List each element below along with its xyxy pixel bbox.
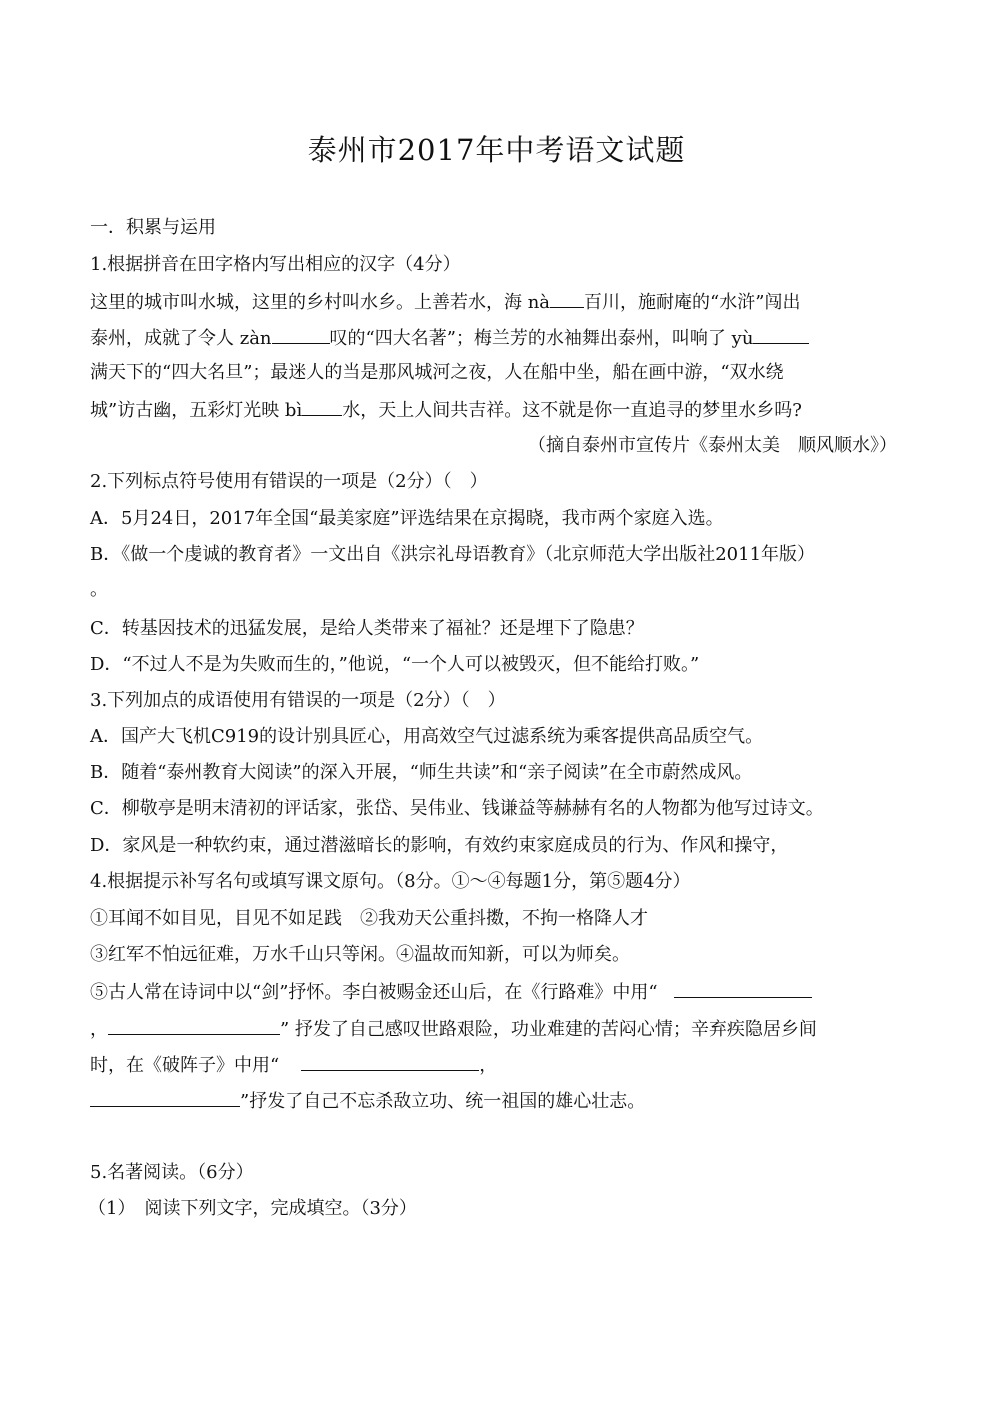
section-heading: 一．积累与运用: [90, 217, 216, 238]
question-5-sub-1: （1） 阅读下列文字，完成填空。（3分）: [88, 1198, 417, 1219]
fill-blank[interactable]: [674, 979, 812, 998]
question-1-line-2: 泰州，成就了令人 zàn 叹的“四大名著”；梅兰芳的水袖舞出泰州，叫响了 yù: [90, 325, 809, 351]
question-4-line-6: ”抒发了自己不忘杀敌立功、统一祖国的雄心壮志。: [90, 1088, 645, 1114]
question-2-option-c: C．转基因技术的迅猛发展，是给人类带来了福祉？还是埋下了隐患？: [90, 618, 644, 639]
fill-blank[interactable]: [108, 1016, 280, 1035]
question-2-option-b: B．《做一个虔诚的教育者》一文出自《洪宗礼母语教育》（北京师范大学出版社2011年版）: [90, 544, 816, 565]
question-1-line-4: 城”访古幽，五彩灯光映 bì 水，天上人间共吉祥。这不就是你一直追寻的梦里水乡吗?: [90, 397, 802, 423]
question-3-stem: 3.下列加点的成语使用有错误的一项是（2分）（ ）: [90, 690, 506, 711]
question-5-stem: 5.名著阅读。（6分）: [90, 1162, 254, 1183]
fill-blank[interactable]: [302, 397, 342, 416]
fill-blank[interactable]: [550, 289, 584, 308]
question-4-line-3: ⑤古人常在诗词中以“剑”抒怀。李白被赐金还山后，在《行路难》中用“: [90, 979, 812, 1005]
question-4-line-4: ， ” 抒发了自己感叹世路艰险，功业难建的苦闷心情；辛弃疾隐居乡间: [90, 1016, 817, 1042]
question-3-option-a: A．国产大飞机C919的设计别具匠心，用高效空气过滤系统为乘客提供高品质空气。: [90, 726, 764, 747]
page-title: 泰州市2017年中考语文试题: [307, 133, 686, 167]
question-1-source: （摘自泰州市宣传片《泰州太美 顺风顺水》）: [528, 435, 897, 456]
question-4-stem: 4.根据提示补写名句或填写课文原句。（8分。①～④每题1分，第⑤题4分）: [90, 871, 691, 892]
question-3-option-d: D．家风是一种软约束，通过潜滋暗长的影响，有效约束家庭成员的行为、作风和操守，: [90, 835, 789, 856]
question-3-option-b: B．随着“泰州教育大阅读”的深入开展，“师生共读”和“亲子阅读”在全市蔚然成风。: [90, 762, 753, 783]
question-2-option-d: D．“不过人不是为失败而生的，”他说，“一个人可以被毁灭，但不能给打败。”: [90, 654, 700, 675]
fill-blank[interactable]: [753, 325, 809, 344]
question-4-line-2: ③红军不怕远征难，万水千山只等闲。④温故而知新，可以为师矣。: [90, 944, 630, 965]
question-1-stem: 1.根据拼音在田字格内写出相应的汉字（4分）: [90, 254, 461, 275]
question-4-line-1: ①耳闻不如目见，目见不如足践 ②我劝天公重抖擞，不拘一格降人才: [90, 908, 648, 929]
question-4-line-5: 时，在《破阵子》中用“ ，: [90, 1052, 497, 1078]
question-1-line-1: 这里的城市叫水城，这里的乡村叫水乡。上善若水，海 nà 百川，施耐庵的“水浒”闯出: [90, 289, 800, 315]
question-2-stem: 2.下列标点符号使用有错误的一项是（2分）（ ）: [90, 471, 488, 492]
question-3-option-c: C．柳敬亭是明末清初的评话家，张岱、吴伟业、钱谦益等赫赫有名的人物都为他写过诗文。: [90, 798, 824, 819]
fill-blank[interactable]: [90, 1088, 240, 1107]
fill-blank[interactable]: [272, 325, 330, 344]
question-1-line-3: 满天下的“四大名旦”；最迷人的当是那风城河之夜，人在船中坐，船在画中游，“双水绕: [90, 362, 784, 383]
question-2-option-b-end: 。: [90, 579, 108, 600]
question-2-option-a: A．5月24日，2017年全国“最美家庭”评选结果在京揭晓，我市两个家庭入选。: [90, 508, 724, 529]
fill-blank[interactable]: [301, 1052, 479, 1071]
